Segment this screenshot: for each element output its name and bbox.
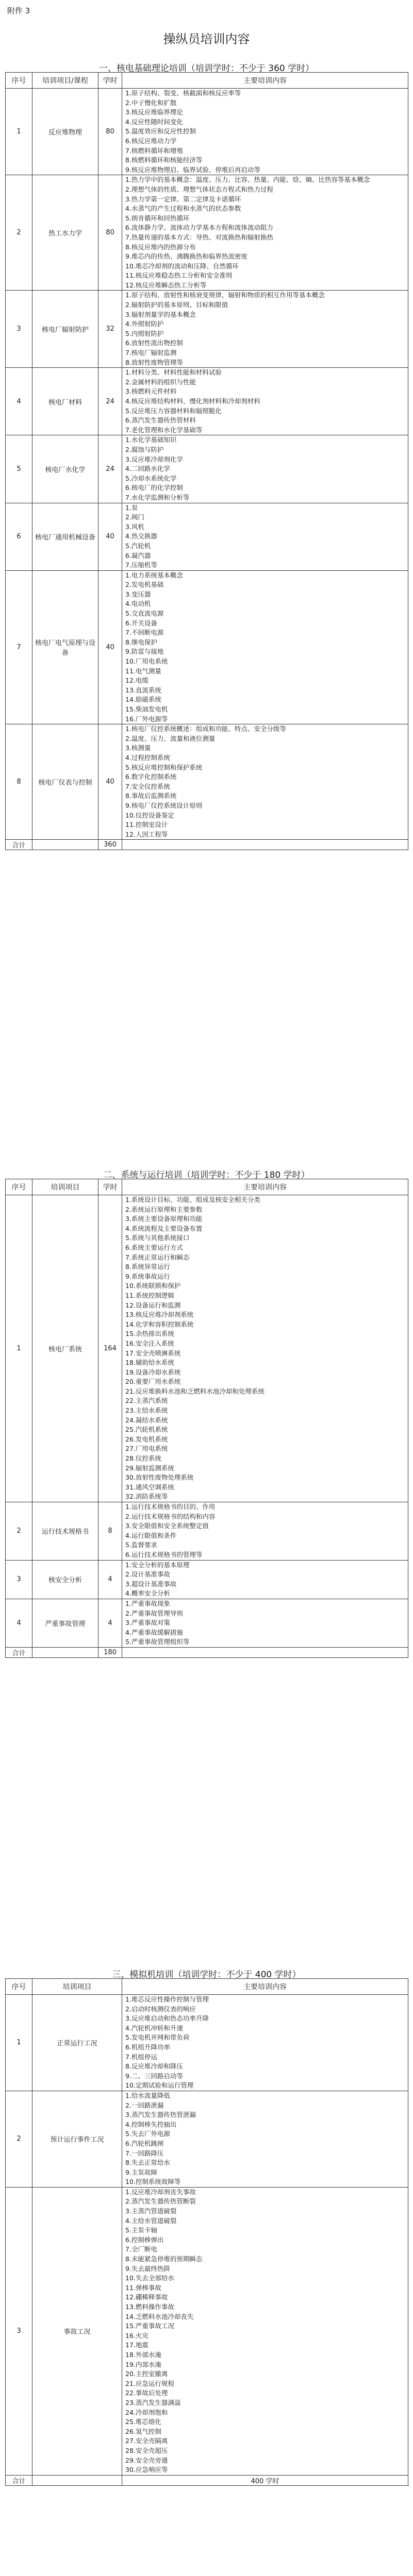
row-number: 1 [6, 1995, 32, 2091]
row-hours: 40 [98, 570, 122, 724]
content-item: 23.蒸汽发生器满溢 [125, 2398, 181, 2406]
content-item: 10.系统联锁和保护 [125, 1282, 181, 1290]
content-item: 18.外部水淹 [125, 2350, 161, 2359]
content-item: 24.凝结水系统 [125, 1416, 168, 1424]
row-content [122, 1502, 408, 1561]
content-item: 7.机组停运 [125, 2053, 157, 2061]
content-item: 17.安全壳喷淋系统 [125, 1349, 181, 1357]
content-item: 1.材料分类、材料性能和材料试验 [125, 368, 222, 377]
content-item: 5.内照射防护 [125, 329, 164, 337]
header-content: 主要培训内容 [122, 73, 408, 89]
content-item: 2.理想气体的性质、理想气体状态方程式和热力过程 [125, 185, 273, 193]
row-hours: 4 [98, 1560, 122, 1599]
content-item: 9.二、三回路启动等 [125, 2072, 183, 2080]
content-item: 7.水化学监测和分析等 [125, 493, 190, 501]
content-item: 8.核反应堆内的热源分布 [125, 243, 196, 251]
table-row [6, 1560, 408, 1599]
content-item: 10.失去全部给水 [125, 2274, 174, 2282]
content-item: 7.核电厂辐射监测 [125, 349, 177, 357]
row-module: 预计运行事件工况 [32, 2091, 122, 2187]
content-item: 15.余热排出系统 [125, 1330, 174, 1338]
content-item: 30.应急响应等 [125, 2466, 168, 2474]
table-header-row [6, 73, 408, 89]
content-item: 5.监督要求 [125, 1541, 157, 1549]
table-row [6, 2091, 408, 2187]
row-number: 7 [6, 570, 32, 724]
header-hours: 学时 [98, 1179, 122, 1195]
row-module: 核电厂水化学 [32, 435, 98, 503]
content-item: 7.老化管理和水化学基础等 [125, 426, 203, 434]
content-item: 16.安全注入系统 [125, 1339, 174, 1347]
content-item: 9.系统事故运行 [125, 1272, 170, 1280]
content-item: 10.厂用电系统 [125, 657, 168, 666]
table-row [6, 724, 408, 840]
content-item: 9.防雷与接地 [125, 648, 164, 656]
content-item: 21.反应堆换料水池和乏燃料水池冷却和处理系统 [125, 1387, 265, 1395]
content-item: 6.核电厂的化学控制 [125, 484, 183, 492]
row-content [122, 435, 408, 503]
row-number: 3 [6, 2187, 32, 2475]
total-row [6, 1647, 408, 1657]
content-item: 1.泵 [125, 503, 138, 512]
content-item: 3.热力学第一定律、第二定律及卡诺循环 [125, 195, 241, 203]
content-item: 27.安全壳隔离 [125, 2437, 168, 2445]
row-module: 反应堆物理 [32, 89, 98, 175]
row-number: 2 [6, 1502, 32, 1561]
content-item: 2.启动时核测仪表的响应 [125, 2005, 196, 2013]
content-item: 6.蒸汽发生器传热管材料 [125, 416, 196, 425]
section-title-part3: 三、模拟机培训（培训学时：不少于 400 学时） [112, 1970, 301, 1980]
content-item: 24.冷却剂饱和 [125, 2408, 168, 2416]
table-row [6, 1195, 408, 1502]
total-content-empty [122, 1647, 408, 1657]
table-row [6, 89, 408, 175]
content-item: 29.安全壳旁通 [125, 2456, 168, 2464]
content-item: 6.系统主要运行方式 [125, 1243, 183, 1251]
content-item: 4.运行限值和条件 [125, 1531, 177, 1539]
content-item: 7.不间断电源 [125, 629, 164, 637]
content-item: 13.核反应堆冷却剂系统 [125, 1311, 194, 1319]
content-item: 3.反应堆启动和热态功率升降 [125, 2014, 209, 2023]
content-item: 14.乏燃料水池冷却丧失 [125, 2312, 194, 2320]
row-content [122, 175, 408, 291]
content-item: 31.通风空调系统 [125, 1483, 174, 1491]
content-item: 5.朗肯循环和回热循环 [125, 214, 190, 222]
header-module: 培训项目 [32, 1179, 98, 1195]
content-item: 11.系统控制逻辑 [125, 1291, 174, 1299]
content-item: 17.地震 [125, 2341, 148, 2349]
content-item: 5.反应堆压力容器材料和辐照脆化 [125, 406, 222, 415]
total-hours: 180 [98, 1647, 122, 1657]
content-item: 6.开关设备 [125, 619, 157, 627]
header-no: 序号 [6, 73, 32, 89]
content-item: 4.外照射防护 [125, 320, 164, 328]
row-number: 1 [6, 89, 32, 175]
content-item: 20.主控室撤离 [125, 2370, 168, 2378]
total-label: 合计 [6, 2475, 32, 2485]
row-module: 核电厂通用机械设备 [32, 503, 98, 570]
content-item: 10.定期试验和运行管理 [125, 2081, 194, 2090]
content-item: 14.化学和容积控制系统 [125, 1320, 194, 1328]
row-number: 2 [6, 175, 32, 291]
content-item: 2.蒸汽发生器传热管断裂 [125, 2197, 196, 2206]
content-item: 12.核反应堆瞬态热工分析等 [125, 281, 207, 289]
content-item: 11.控制室设计 [125, 821, 168, 829]
row-module: 正常运行工况 [32, 1995, 122, 2091]
header-content: 主要培训内容 [122, 1179, 408, 1195]
content-item: 6.凝汽器 [125, 551, 151, 560]
row-content [122, 291, 408, 368]
total-spacer [32, 840, 98, 850]
row-module: 运行技术规格书 [32, 1502, 98, 1561]
content-item: 28.安全壳超压 [125, 2446, 168, 2454]
row-module: 核电厂仪表与控制 [32, 724, 98, 840]
row-number: 5 [6, 435, 32, 503]
content-item: 16.厂外电源等 [125, 715, 168, 723]
content-item: 5.主泵卡轴 [125, 2226, 157, 2234]
content-item: 9.核反应堆物理启、临界试验、停堆后再启动等 [125, 165, 260, 174]
content-item: 6.放射性流出物控制 [125, 339, 183, 347]
row-number: 6 [6, 503, 32, 570]
content-item: 4.电动机 [125, 600, 151, 608]
content-item: 8.核燃料循环和核能经济等 [125, 156, 203, 164]
content-item: 8.反应堆冷却和降压 [125, 2062, 183, 2071]
row-number: 4 [6, 1599, 32, 1647]
content-item: 8.继电保护 [125, 638, 157, 646]
row-hours: 80 [98, 89, 122, 175]
row-content [122, 570, 408, 724]
table-header-row [6, 1979, 408, 1995]
header-hours: 学时 [98, 73, 122, 89]
section-title-part2: 二、系统与运行培训（培训学时：不少于 180 学时） [103, 1170, 310, 1180]
content-item: 1.给水流量降低 [125, 2091, 170, 2099]
content-item: 4.二回路水化学 [125, 465, 170, 473]
table-row [6, 570, 408, 724]
table-row [6, 2187, 408, 2475]
content-item: 11.核反应堆稳态热工分析和安全准则 [125, 272, 233, 280]
total-row [6, 840, 408, 850]
header-module: 培训项目 [32, 1979, 122, 1995]
training-table-part2 [5, 1179, 408, 1658]
content-item: 1.系统设计目标、功能、组成及核安全相关分类 [125, 1196, 260, 1204]
content-item: 10.控制系统故障等 [125, 2178, 181, 2186]
row-hours: 40 [98, 503, 122, 570]
content-item: 26.发电机系统 [125, 1435, 168, 1443]
training-table-part1 [5, 72, 408, 850]
content-item: 6.汽轮机跳闸 [125, 2139, 164, 2147]
content-item: 12.设备运行和监测 [125, 1301, 181, 1309]
table-row [6, 1599, 408, 1647]
row-number: 3 [6, 1560, 32, 1599]
content-item: 25.汽轮机系统 [125, 1426, 168, 1434]
content-item: 4.严重事故缓解措施 [125, 1628, 183, 1636]
content-item: 7.安全仪控系统 [125, 782, 170, 790]
content-item: 1.核电厂仪控系统概述：组成和功能、特点、安全分级等 [125, 725, 286, 733]
content-item: 16.火灾 [125, 2331, 148, 2340]
content-item: 2.阀门 [125, 513, 144, 521]
content-item: 5.严重事故管理组织等 [125, 1638, 190, 1646]
content-item: 4.水蒸气的产生过程和水蒸气的状态参数 [125, 205, 241, 213]
content-item: 3.系统主要设备原理和功能 [125, 1215, 203, 1223]
row-content [122, 724, 408, 840]
row-content [122, 2091, 408, 2187]
content-item: 8.未能紧急停堆的预期瞬态 [125, 2255, 203, 2263]
content-item: 4.概率安全分析 [125, 1589, 170, 1598]
content-item: 2.金属材料的组织与性能 [125, 378, 196, 386]
table-row [6, 503, 408, 570]
content-item: 2.腐蚀与防护 [125, 445, 164, 453]
content-item: 9.主泵故障 [125, 2168, 157, 2176]
row-module: 核电厂电气原理与设备 [32, 570, 98, 724]
content-item: 1.安全分析的基本原理 [125, 1561, 190, 1569]
content-item: 7.全厂断电 [125, 2245, 157, 2253]
row-content [122, 2187, 408, 2475]
row-number: 4 [6, 368, 32, 435]
row-module: 严重事故管理 [32, 1599, 98, 1647]
annex-label: 附件 3 [7, 6, 30, 15]
content-item: 3.安全限值和安全系统整定值 [125, 1522, 209, 1530]
row-module: 事故工况 [32, 2187, 122, 2475]
content-item: 3.辐射剂量学的基本概念 [125, 310, 196, 318]
content-item: 27.厂用电系统 [125, 1445, 168, 1453]
total-hours: 400 学时 [122, 2475, 408, 2485]
content-item: 1.水化学基础知识 [125, 436, 177, 444]
content-item: 5.交直流电源 [125, 609, 164, 618]
content-item: 23.主给水系统 [125, 1406, 168, 1415]
content-item: 5.冷却水系统化学 [125, 474, 177, 482]
row-hours: 24 [98, 435, 122, 503]
content-item: 26.氢气控制 [125, 2427, 161, 2435]
content-item: 2.运行技术规格书的结构和内容 [125, 1512, 216, 1520]
content-item: 15.柴油发电机 [125, 705, 168, 713]
content-item: 9.核电厂仪控系统设计原则 [125, 801, 203, 809]
content-item: 3.超设计基准事故 [125, 1580, 177, 1588]
content-item: 8.放射性废物管理等 [125, 358, 183, 366]
content-item: 4.过程控制系统 [125, 753, 170, 761]
content-item: 30.放射性废物处理系统 [125, 1473, 194, 1482]
content-item: 28.仪控系统 [125, 1454, 161, 1463]
header-module: 培训项目/课程 [32, 73, 98, 89]
content-item: 4.核反应堆结构材料、慢化剂材料和冷却剂材料 [125, 397, 260, 405]
table-row [6, 435, 408, 503]
content-item: 2.中子慢化和扩散 [125, 98, 177, 107]
section-title-part1: 一、核电基础理论培训（培训学时：不少于 360 学时） [98, 63, 315, 74]
header-content: 主要培训内容 [122, 1979, 408, 1995]
total-label: 合计 [6, 840, 32, 850]
content-item: 11.弹棒事故 [125, 2283, 161, 2292]
row-content [122, 1195, 408, 1502]
content-item: 8.事故后监测系统 [125, 792, 177, 800]
content-item: 6.机组升降功率 [125, 2043, 170, 2051]
content-item: 25.堆芯熔化 [125, 2418, 161, 2426]
content-item: 9.堆芯内的传热、沸腾换热和临界热流密度 [125, 252, 247, 261]
content-item: 21.应急运行规程 [125, 2379, 174, 2387]
row-content [122, 89, 408, 175]
row-hours: 164 [98, 1195, 122, 1502]
content-item: 2.温度、压力、流量和液位测量 [125, 734, 216, 742]
content-item: 2.发电机基础 [125, 581, 164, 589]
row-number: 8 [6, 724, 32, 840]
table-header-row [6, 1179, 408, 1195]
table-row [6, 291, 408, 368]
content-item: 3.蒸汽发生器传热管泄漏 [125, 2111, 196, 2119]
content-item: 32.消防系统等 [125, 1493, 168, 1501]
row-number: 1 [6, 1195, 32, 1502]
content-item: 3.严重事故对策 [125, 1619, 170, 1627]
content-item: 4.反应性随时间变化 [125, 117, 183, 126]
row-content [122, 1995, 408, 2091]
content-item: 19.设备冷却水系统 [125, 1368, 181, 1376]
content-item: 3.变压器 [125, 590, 151, 598]
content-item: 19.内部水淹 [125, 2360, 161, 2368]
content-item: 3.核测量 [125, 744, 151, 752]
row-hours: 32 [98, 291, 122, 368]
content-item: 1.电力系统基本概念 [125, 571, 183, 579]
content-item: 12.人因工程等 [125, 830, 168, 838]
content-item: 2.系统运行原理和主要参数 [125, 1205, 203, 1213]
content-item: 13.直流系统 [125, 686, 161, 694]
content-item: 2.严重事故管理导则 [125, 1609, 183, 1617]
content-item: 4.热交换器 [125, 532, 157, 540]
content-item: 1.运行技术规格书的目的、作用 [125, 1503, 216, 1511]
content-item: 2.一回路泄漏 [125, 2101, 164, 2109]
content-item: 2.设计基准事故 [125, 1570, 170, 1579]
content-item: 22.主蒸汽系统 [125, 1397, 168, 1405]
table-row [6, 1995, 408, 2091]
content-item: 1.原子结构、裂变、核截面和核反应率等 [125, 89, 241, 97]
content-item: 12.硼稀释事故 [125, 2293, 168, 2301]
content-item: 5.系统与其他系统接口 [125, 1234, 190, 1242]
total-row [6, 2475, 408, 2485]
content-item: 1.热力学中的基本概念：温度、压力、比容、热量、内能、焓、熵、比热容等基本概念 [125, 176, 370, 184]
content-item: 5.汽轮机 [125, 541, 151, 550]
content-item: 6.数字化控制系统 [125, 773, 177, 781]
table-row [6, 1502, 408, 1561]
row-hours: 4 [98, 1599, 122, 1647]
content-item: 22.事故后处理 [125, 2389, 168, 2397]
content-item: 1.反应堆冷却剂丧失事故 [125, 2188, 196, 2196]
content-item: 6.流体静力学、流体动力学基本方程和流体流动阻力 [125, 224, 273, 232]
content-item: 5.核反应堆控制和保护系统 [125, 763, 203, 771]
content-item: 3.核燃料元件材料 [125, 387, 177, 396]
content-item: 4.主给水管道破裂 [125, 2216, 177, 2225]
content-item: 7.一回路降压 [125, 2149, 164, 2157]
row-module: 热工水力学 [32, 175, 98, 291]
content-item: 3.主蒸汽管道破裂 [125, 2207, 177, 2215]
row-content [122, 503, 408, 570]
total-spacer [32, 2475, 122, 2485]
content-item: 6.控制棒弹出 [125, 2235, 164, 2244]
content-item: 5.温度效应和反应性控制 [125, 127, 196, 135]
row-hours: 24 [98, 368, 122, 435]
row-module: 核电厂材料 [32, 368, 98, 435]
content-item: 8.系统异常运行 [125, 1263, 170, 1271]
content-item: 9.失去最终热阱 [125, 2264, 170, 2273]
row-number: 3 [6, 291, 32, 368]
content-item: 8.失去正常给水 [125, 2159, 170, 2167]
row-module: 核电厂辐射防护 [32, 291, 98, 368]
row-content [122, 1599, 408, 1647]
content-item: 4.汽轮机冲转和升速 [125, 2024, 183, 2032]
content-item: 12.电缆 [125, 676, 148, 685]
content-item: 11.电气测量 [125, 667, 161, 675]
content-item: 7.系统正常运行和瞬态 [125, 1253, 190, 1261]
table-row [6, 368, 408, 435]
total-hours: 360 [98, 840, 122, 850]
content-item: 1.严重事故现象 [125, 1599, 170, 1607]
row-number: 2 [6, 2091, 32, 2187]
content-item: 7.核燃料循环和增殖 [125, 146, 183, 155]
row-module: 核安全分析 [32, 1560, 98, 1599]
content-item: 7.热量传递的基本方式：导热、对流换热和辐射换热 [125, 233, 273, 241]
total-label: 合计 [6, 1647, 32, 1657]
content-item: 6.核反应堆动力学 [125, 137, 177, 145]
content-item: 4.系统流程及主要设备布置 [125, 1224, 203, 1232]
row-hours: 8 [98, 1502, 122, 1561]
content-item: 3.反应堆冷却剂化学 [125, 455, 183, 463]
row-content [122, 368, 408, 435]
content-item: 2.辐射防护的基本原则、目标和限值 [125, 301, 228, 309]
row-hours: 40 [98, 724, 122, 840]
content-item: 6.运行技术规格书的管理等 [125, 1550, 203, 1558]
row-hours: 80 [98, 175, 122, 291]
content-item: 5.失去厂外电源 [125, 2130, 170, 2138]
content-item: 1.原子结构、放射性和核衰变规律，辐射和物质的相互作用等基本概念 [125, 291, 325, 299]
total-content-empty [122, 840, 408, 850]
content-item: 3.风机 [125, 522, 144, 531]
training-table-part3 [5, 1978, 408, 2486]
content-item: 1.堆芯反应性操作控制与管理 [125, 1995, 209, 2003]
header-no: 序号 [6, 1979, 32, 1995]
row-content [122, 1560, 408, 1599]
content-item: 10.堆芯冷却剂的流动和压降、自然循环 [125, 262, 239, 270]
content-item: 7.压缩机等 [125, 561, 157, 569]
content-item: 3.核反应堆临界理论 [125, 108, 183, 116]
row-module: 核电厂系统 [32, 1195, 98, 1502]
content-item: 20.重要厂用水系统 [125, 1378, 181, 1386]
header-no: 序号 [6, 1179, 32, 1195]
content-item: 13.燃料操作事故 [125, 2303, 174, 2311]
content-item: 4.控制棒失控抽出 [125, 2120, 177, 2128]
total-spacer [32, 1647, 98, 1657]
content-item: 14.励磁系统 [125, 696, 161, 704]
table-row [6, 175, 408, 291]
content-item: 18.辅助给水系统 [125, 1359, 174, 1367]
content-item: 29.辐射监测系统 [125, 1464, 174, 1472]
content-item: 5.发电机并网和带负荷 [125, 2033, 190, 2042]
document-title: 操纵员培训内容 [163, 32, 250, 46]
content-item: 15.严重事故工况 [125, 2322, 174, 2330]
content-item: 10.仪控设备鉴定 [125, 811, 174, 819]
